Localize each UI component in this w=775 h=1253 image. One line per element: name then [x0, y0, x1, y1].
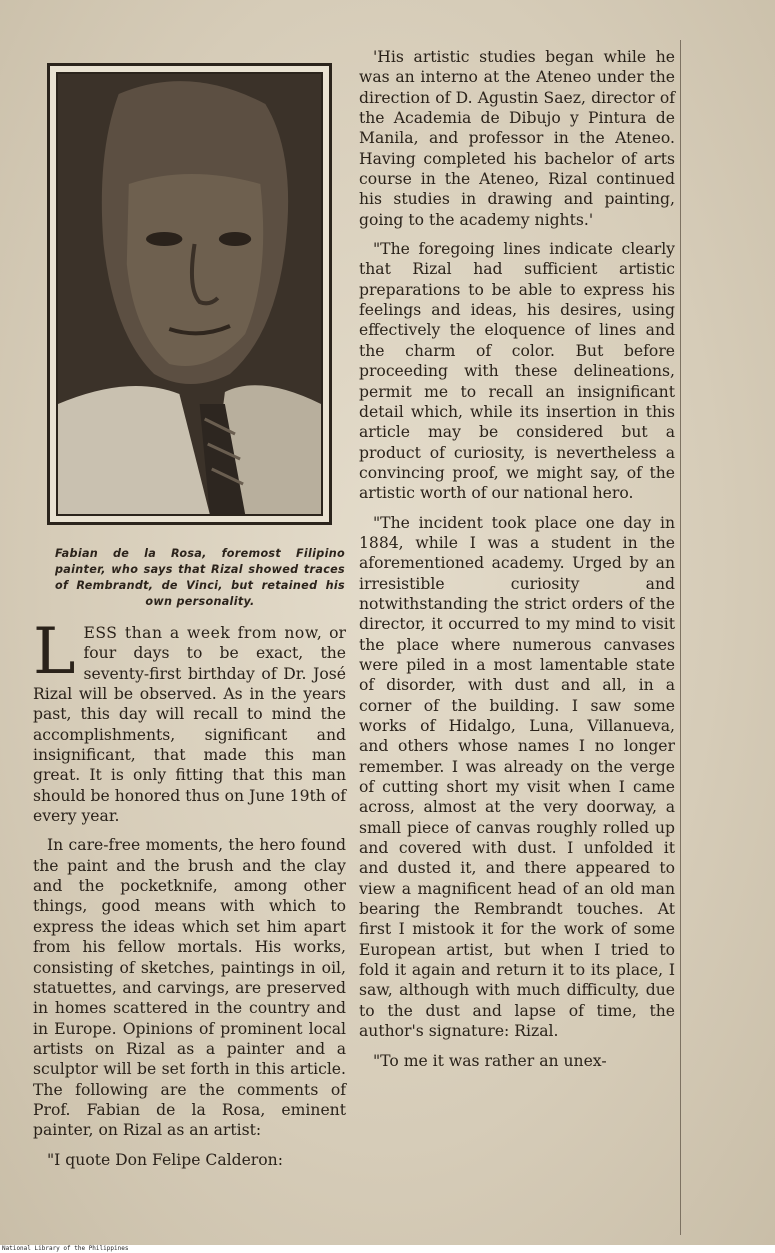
article-paragraph: "The foregoing lines indicate clearly that Rizal had sufficient artistic preparations to be able to express his feelings and ideas, his desires, using effectively the eloquence of lines and the charm of color. But before proceeding with these delineations, permit me to recall an insignificant detail which, while its insertion in this article may be considered but a product of curiosity, is nevertheless a convincing proof, we might say, of the artistic worth of our national hero. [359, 240, 675, 503]
library-credit: National Library of the Philippines [0, 1245, 775, 1253]
article-paragraph: "I quote Don Felipe Calderon: [47, 1150, 283, 1169]
article-paragraph: "The incident took place one day in 1884, while I was a student in the aforementioned academy. Urged by an irresistible curiosity and notwithstanding the strict orders of the director, it occurred to my mind to visit the place where numerous canvases were piled in a most lamentable state of disorder, with dust and all, in a corner of the building. I saw some works of Hidalgo, Luna, Villanueva, and others whose names I no longer remember. I was already on the verge of cutting short my visit when I came across, almost at the very doorway, a small piece of canvas roughly rolled up and covered with dust. I unfolded it and dusted it, and there appeared to view a magnificent head of an old man bearing the Rembrandt touches. At first I mistook it for the work of some European artist, but when I tried to fold it again and return it to its place, I saw, although with much difficulty, due to the dust and lapse of time, the author's signature: Rizal. [359, 513, 675, 1041]
portrait-photo [56, 72, 323, 516]
article-first-paragraph [33, 615, 346, 826]
lead-in-text: ESS than a week from now, [83, 624, 323, 642]
article-paragraph: "To me it was rather an unex- [373, 1051, 607, 1070]
photo-caption: Fabian de la Rosa, foremost Filipino painter, who says that Rizal showed traces of Rembrandt, de Vinci, but retained his own personality. [55, 547, 345, 608]
portrait-image [58, 74, 321, 514]
article-right-column [359, 47, 675, 1071]
column-rule [680, 40, 681, 1235]
article-paragraph: In care-free moments, the hero found the paint and the brush and the clay and the pocketknife, among other things, good means with which to express the ideas which set him apart from his fellow mortals. His works, consisting of sketches, paintings in oil, statuettes, and carvings, are preserved in homes scattered in the country and in Europe. Opinions of prominent local artists on Rizal as a painter and a sculptor will be set forth in this article. The following are the comments of Prof. Fabian de la Rosa, eminent painter, on Rizal as an artist: [33, 836, 346, 1140]
article-left-column [33, 615, 346, 1170]
drop-cap: L [33, 615, 76, 689]
article-paragraph: 'His artistic studies began while he was an interno at the Ateneo under the direction of D. Agustin Saez, director of the Academia de Dibujo y Pintura de Manila, and professor in the Ateneo. Having completed his bachelor of arts course in the Ateneo, Rizal continued his studies in drawing and painting, going to the academy nights.' [359, 48, 675, 229]
portrait-photo-frame [47, 63, 332, 525]
paragraph-text: or four days to be exact, the seventy-first birthday of Dr. José Rizal will be observed. As in the years past, this day will recall to mind the accomplishments, significant and insignificant, that made this man great. It is only fitting that this man should be honored thus on June 19th of every year. [33, 624, 346, 826]
